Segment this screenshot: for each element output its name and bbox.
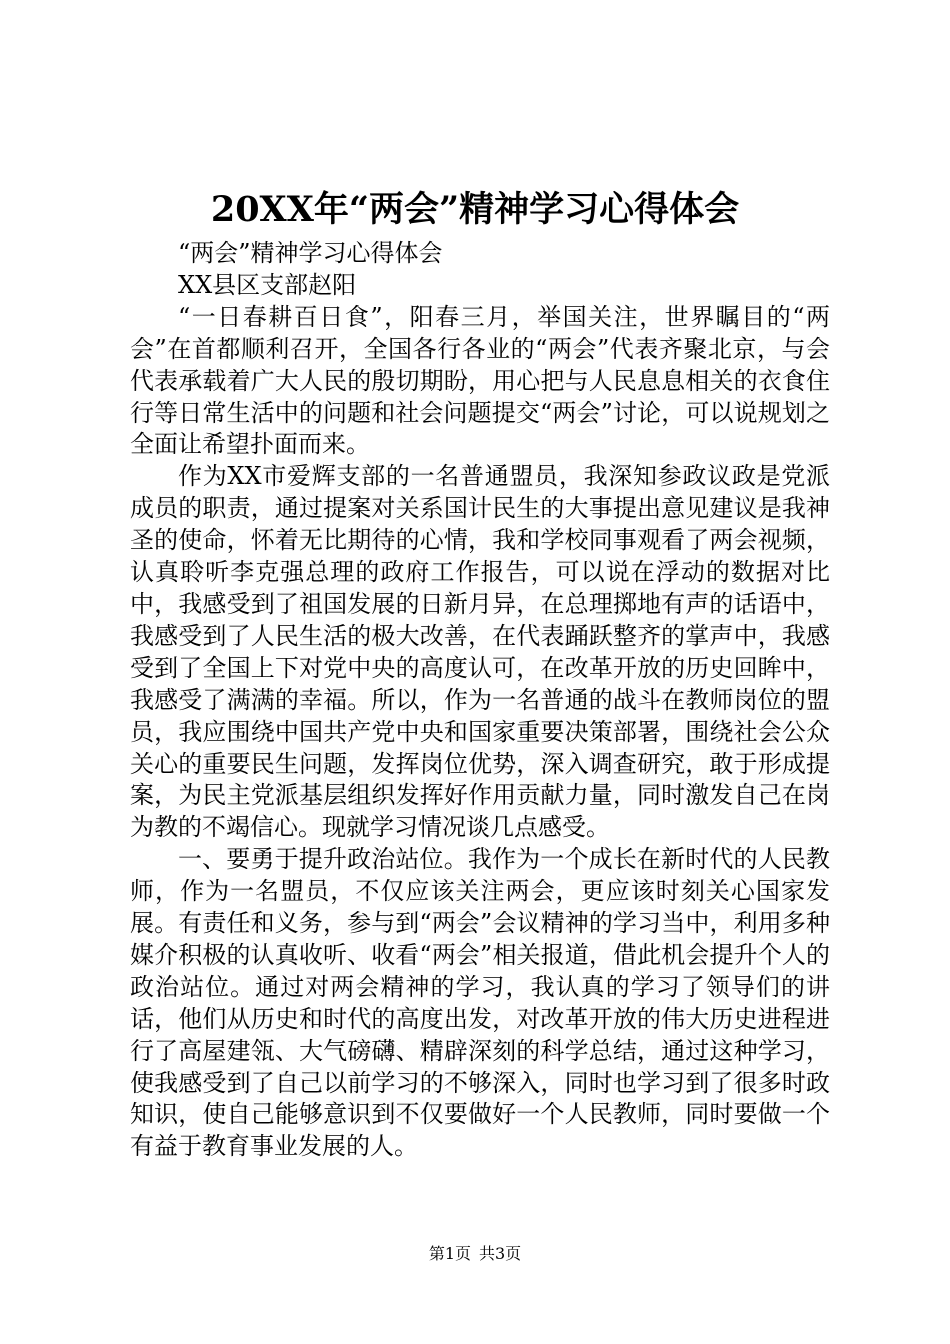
- author-paragraph: XX县区支部赵阳: [178, 270, 357, 299]
- body-paragraph: 作为XX市爱辉支部的一名普通盟员，我深知参政议政是党派成员的职责，通过提案对关系国计民生的大事提出意见建议是我神圣的使命，怀着无比期待的心情，我和学校同事观看了两会视频，认真聆听李克强总理的政府工作报告，可以说在浮动的数据对比中，我感受到了祖国发展的日新月异，在总理掷地有声的话语中，我感受到了人民生活的极大改善，在代表踊跃整齐的掌声中，我感受到了全国上下对党中央的高度认可，在改革开放的历史回眸中，我感受了满满的幸福。所以，作为一名普通的战斗在教师岗位的盟员，我应围绕中国共产党中央和国家重要决策部署，围绕社会公众关心的重要民生问题，发挥岗位优势，深入调查研究，敢于形成提案，为民主党派基层组织发挥好作用贡献力量，同时激发自己在岗为教的不竭信心。现就学习情况谈几点感受。: [130, 462, 830, 842]
- page-footer: [0, 1243, 950, 1265]
- body-paragraph: 一、要勇于提升政治站位。我作为一个成长在新时代的人民教师，作为一名盟员，不仅应该关注两会，更应该时刻关心国家发展。有责任和义务，参与到“两会”会议精神的学习当中，利用多种媒介积极的认真收听、收看“两会”相关报道，借此机会提升个人的政治站位。通过对两会精神的学习，我认真的学习了领导们的讲话，他们从历史和时代的高度出发，对改革开放的伟大历史进程进行了高屋建瓴、大气磅礴、精辟深刻的科学总结，通过这种学习，使我感受到了自己以前学习的不够深入，同时也学习到了很多时政知识，使自己能够意识到不仅要做好一个人民教师，同时要做一个有益于教育事业发展的人。: [130, 845, 830, 1161]
- page-title: 20XX年“两会”精神学习心得体会: [210, 189, 740, 230]
- page-number: 第1页: [428, 1244, 471, 1263]
- body-paragraph: “一日春耕百日食”，阳春三月，举国关注，世界瞩目的“两会”在首都顺利召开，全国各行各业的“两会”代表齐聚北京，与会代表承载着广大人民的殷切期盼，用心把与人民息息相关的衣食住行等日常生活中的问题和社会问题提交“两会”讨论，可以说规划之全面让希望扑面而来。: [130, 302, 830, 459]
- page-total: 共3页: [479, 1244, 522, 1263]
- subtitle-paragraph: “两会”精神学习心得体会: [178, 239, 443, 267]
- document-body: [130, 238, 830, 1163]
